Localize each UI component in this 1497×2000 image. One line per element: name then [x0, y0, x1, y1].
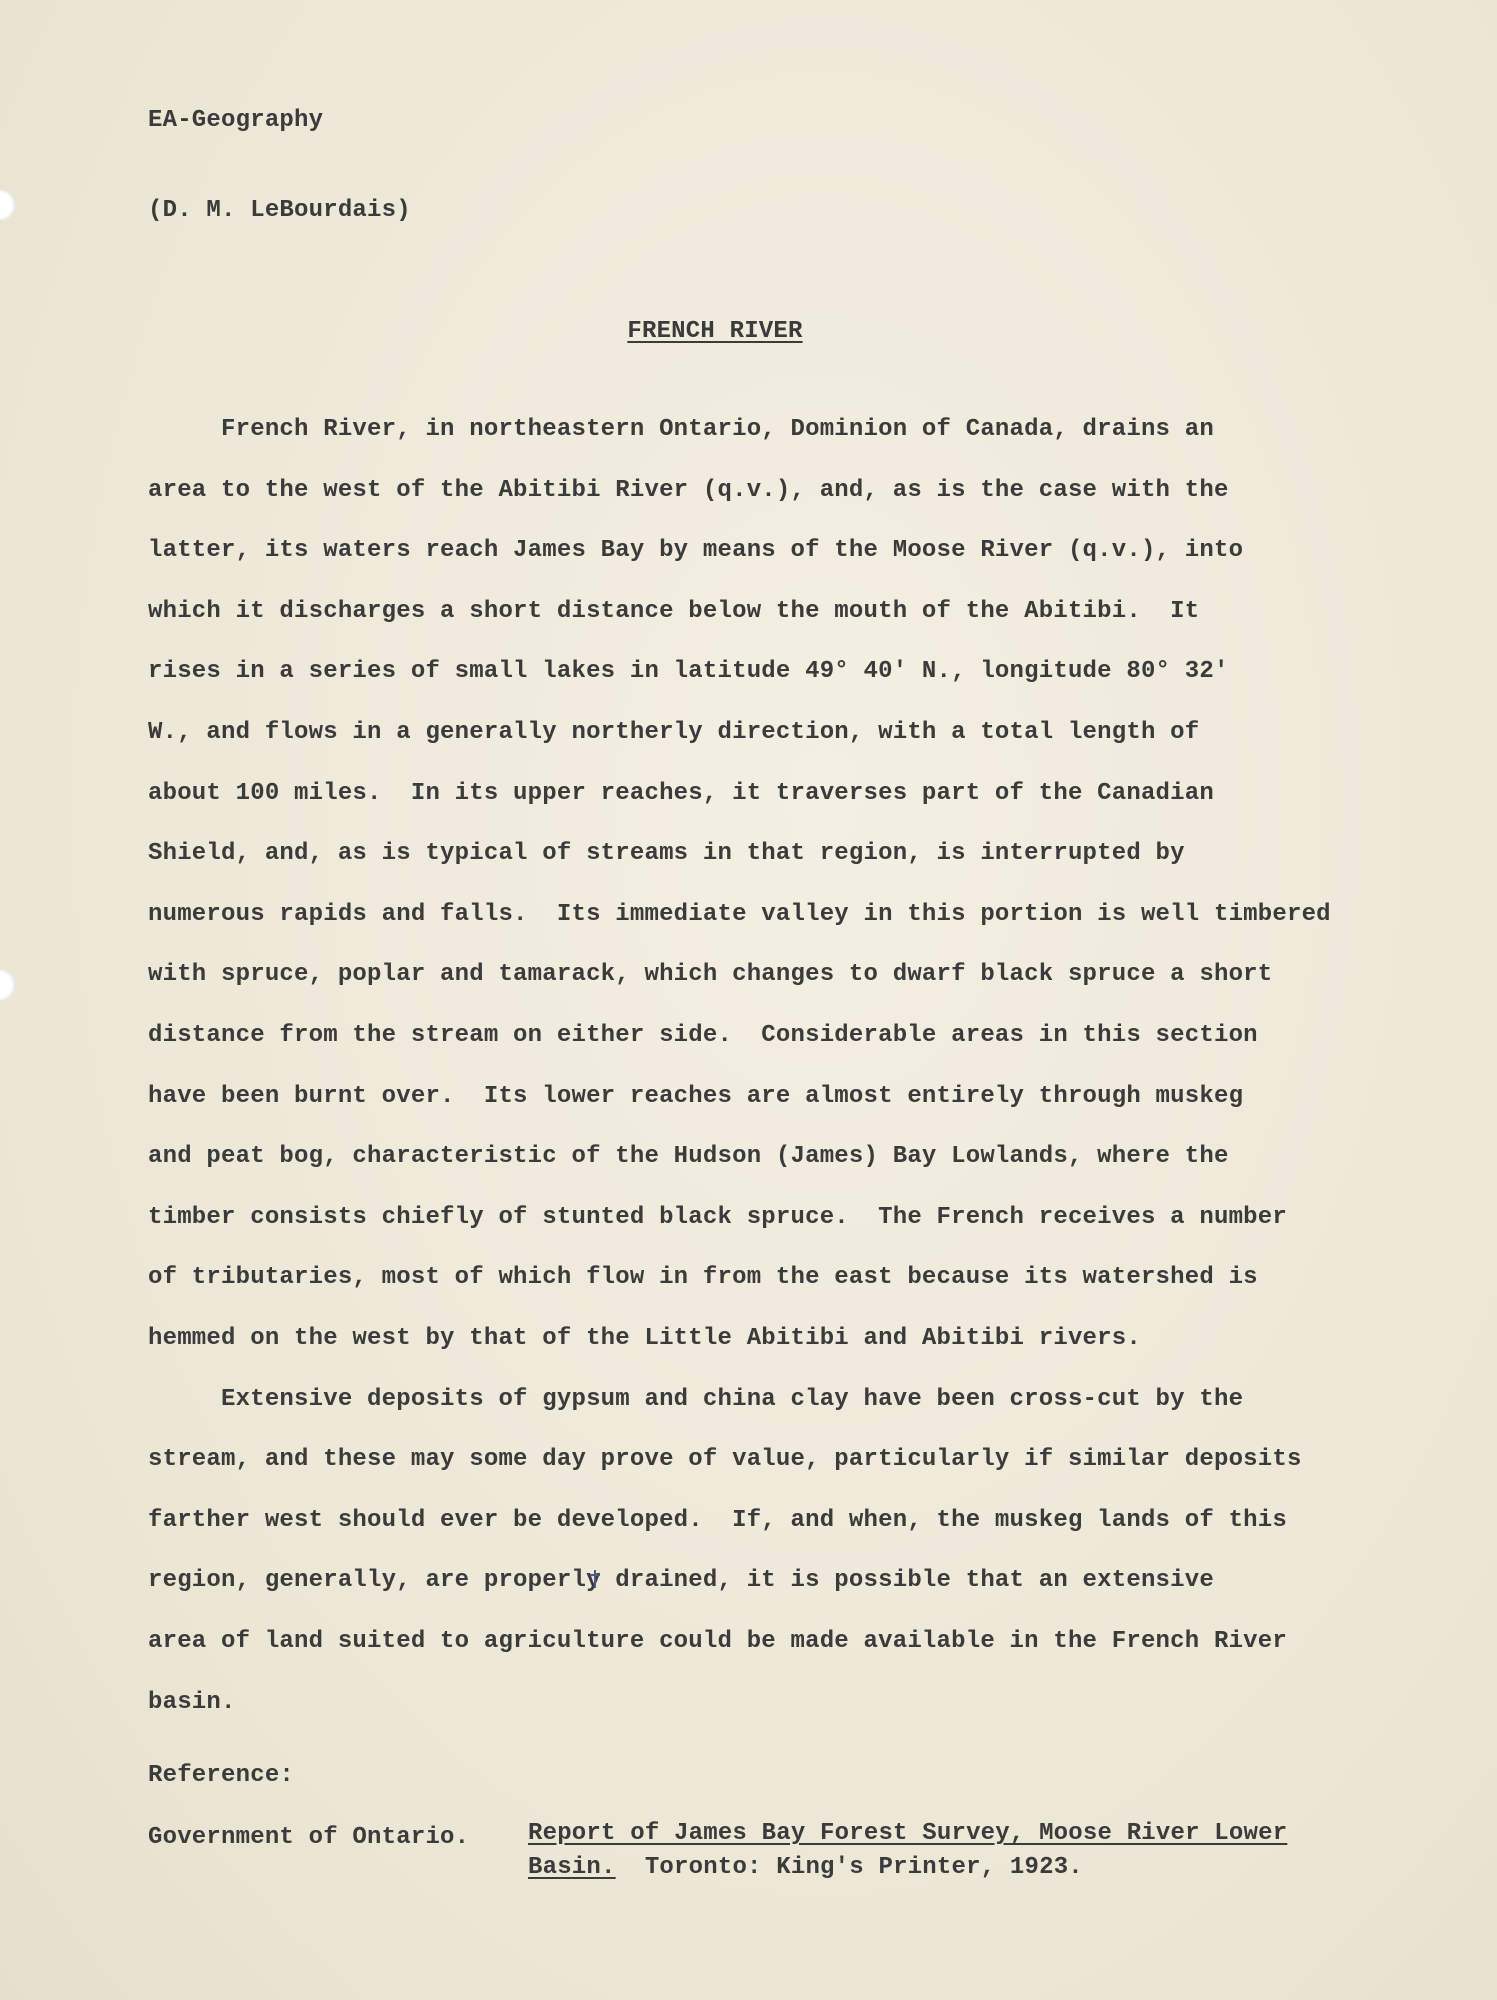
- body-line: which it discharges a short distance below the mouth of the Abitibi. It: [148, 598, 1200, 625]
- body-line: of tributaries, most of which flow in from the east because its watershed is: [148, 1264, 1258, 1291]
- reference-publication: Toronto: King's Printer, 1923.: [615, 1854, 1083, 1881]
- header-author: (D. M. LeBourdais): [148, 197, 411, 224]
- body-line: distance from the stream on either side. Considerable areas in this section: [148, 1022, 1258, 1049]
- reference-title-part2: Basin.: [528, 1854, 616, 1881]
- reference-organization: Government of Ontario.: [148, 1824, 470, 1851]
- reference-title-line1: [528, 1820, 1287, 1847]
- body-line: timber consists chiefly of stunted black spruce. The French receives a number: [148, 1204, 1287, 1231]
- body-line: area of land suited to agriculture could be made available in the French River: [148, 1628, 1287, 1655]
- body-line: hemmed on the west by that of the Little Abitibi and Abitibi rivers.: [148, 1325, 1141, 1352]
- body-line: region, generally, are properly drained, it is possible that an extensive: [148, 1567, 1214, 1594]
- body-line: and peat bog, characteristic of the Hudson (James) Bay Lowlands, where the: [148, 1143, 1229, 1170]
- header-category: EA-Geography: [148, 107, 324, 134]
- document-title: FRENCH RIVER: [627, 318, 803, 345]
- body-line: rises in a series of small lakes in latitude 49° 40' N., longitude 80° 32': [148, 658, 1229, 685]
- body-line: numerous rapids and falls. Its immediate valley in this portion is well timbered: [148, 901, 1331, 928]
- body-line: about 100 miles. In its upper reaches, it traverses part of the Canadian: [148, 780, 1214, 807]
- binder-hole: [0, 190, 16, 220]
- body-line: Shield, and, as is typical of streams in that region, is interrupted by: [148, 840, 1185, 867]
- body-line: area to the west of the Abitibi River (q.v.), and, as is the case with the: [148, 477, 1229, 504]
- reference-title-part1: Report of James Bay Forest Survey, Moose River Lower: [528, 1820, 1288, 1847]
- body-line: W., and flows in a generally northerly direction, with a total length of: [148, 719, 1200, 746]
- body-line: stream, and these may some day prove of value, particularly if similar deposits: [148, 1446, 1302, 1473]
- pencil-correction-mark: [588, 1568, 602, 1590]
- document-header: [148, 46, 411, 286]
- body-line: have been burnt over. Its lower reaches are almost entirely through muskeg: [148, 1083, 1244, 1110]
- body-line: latter, its waters reach James Bay by means of the Moose River (q.v.), into: [148, 537, 1244, 564]
- body-line: with spruce, poplar and tamarack, which changes to dwarf black spruce a short: [148, 961, 1273, 988]
- body-line: French River, in northeastern Ontario, Dominion of Canada, drains an: [148, 416, 1214, 443]
- body-line: basin.: [148, 1689, 236, 1716]
- body-line: Extensive deposits of gypsum and china clay have been cross-cut by the: [148, 1386, 1244, 1413]
- binder-hole: [0, 970, 16, 1000]
- reference-label: Reference:: [148, 1762, 295, 1789]
- reference-title-line2: [528, 1854, 1083, 1881]
- body-line: farther west should ever be developed. If, and when, the muskeg lands of this: [148, 1507, 1287, 1534]
